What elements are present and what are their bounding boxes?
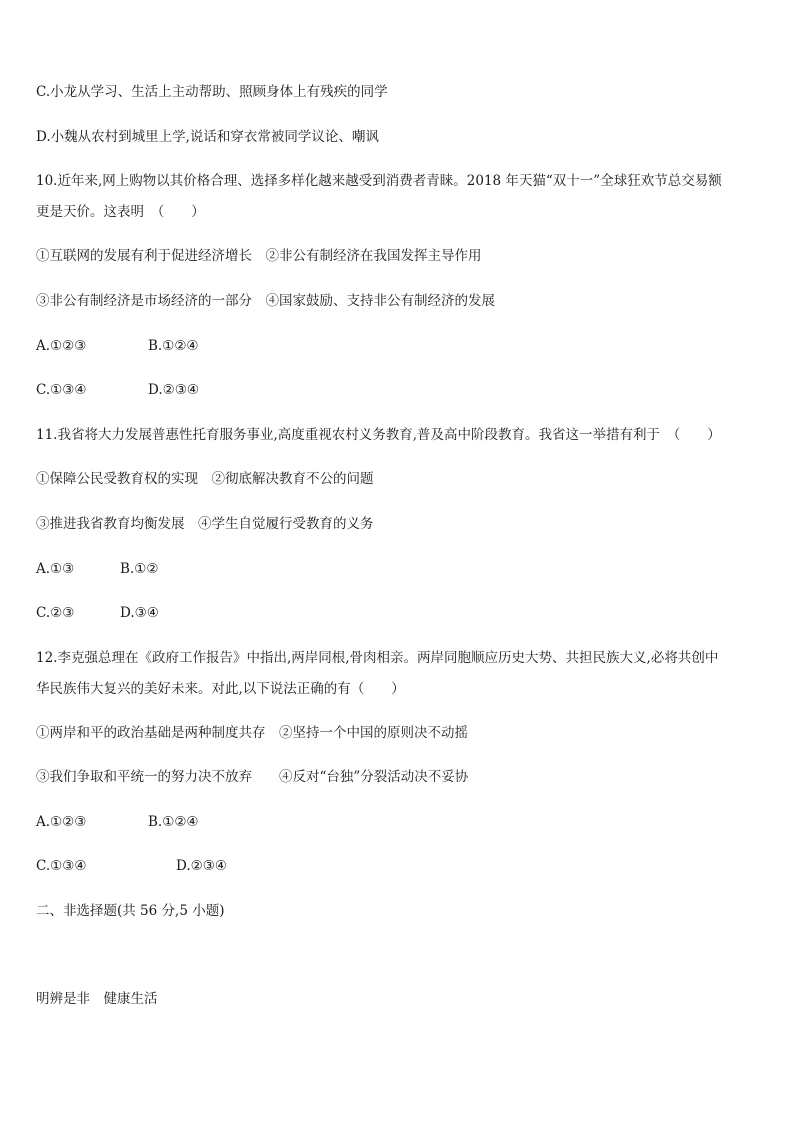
q11-option-c: C.②③ [36, 605, 75, 621]
q10-option-a: A.①②③ [36, 338, 87, 354]
q10-stem-line1: 10.近年来,网上购物以其价格合理、选择多样化越来越受到消费者青睐。2018 年天猫“双十一”全球狂欢节总交易额 [36, 173, 722, 189]
q12-option-a: A.①②③ [36, 814, 87, 830]
q12-stem-line2: 华民族伟大复兴的美好未来。对此,以下说法正确的有（ ） [36, 681, 405, 697]
q9-option-d: D.小魏从农村到城里上学,说话和穿衣常被同学议论、嘲讽 [36, 129, 379, 145]
q10-statements-3-4: ③非公有制经济是市场经济的一部分 ④国家鼓励、支持非公有制经济的发展 [36, 293, 495, 309]
q11-statements-3-4: ③推进我省教育均衡发展 ④学生自觉履行受教育的义务 [36, 516, 374, 532]
q10-option-d: D.②③④ [148, 382, 199, 398]
q10-option-c: C.①③④ [36, 382, 87, 398]
section2-subheading: 明辨是非 健康生活 [36, 991, 158, 1007]
q12-option-c: C.①③④ [36, 858, 87, 874]
q12-statements-3-4: ③我们争取和平统一的努力决不放弃 ④反对“台独”分裂活动决不妥协 [36, 769, 469, 785]
q12-option-d: D.②③④ [176, 858, 227, 874]
q9-option-c: C.小龙从学习、生活上主动帮助、照顾身体上有残疾的同学 [36, 84, 388, 100]
q12-statements-1-2: ①两岸和平的政治基础是两种制度共存 ②坚持一个中国的原则决不动摇 [36, 725, 468, 741]
q11-statements-1-2: ①保障公民受教育权的实现 ②彻底解决教育不公的问题 [36, 471, 374, 487]
q11-option-d: D.③④ [120, 605, 159, 621]
q12-stem-line1: 12.李克强总理在《政府工作报告》中指出,两岸同根,骨肉相亲。两岸同胞顺应历史大势、共担民族大义,必将共创中 [36, 650, 719, 666]
q10-statements-1-2: ①互联网的发展有利于促进经济增长 ②非公有制经济在我国发挥主导作用 [36, 248, 482, 264]
q11-stem-line1: 11.我省将大力发展普惠性托育服务事业,高度重视农村义务教育,普及高中阶段教育。我省这一举措有利于 （ ） [36, 427, 721, 443]
section2-heading: 二、非选择题(共 56 分,5 小题) [36, 903, 225, 919]
q12-option-b: B.①②④ [148, 814, 199, 830]
q10-stem-line2: 更是天价。这表明 （ ） [36, 204, 205, 220]
q10-option-b: B.①②④ [148, 338, 199, 354]
q11-option-b: B.①② [120, 561, 159, 577]
q11-option-a: A.①③ [36, 561, 75, 577]
